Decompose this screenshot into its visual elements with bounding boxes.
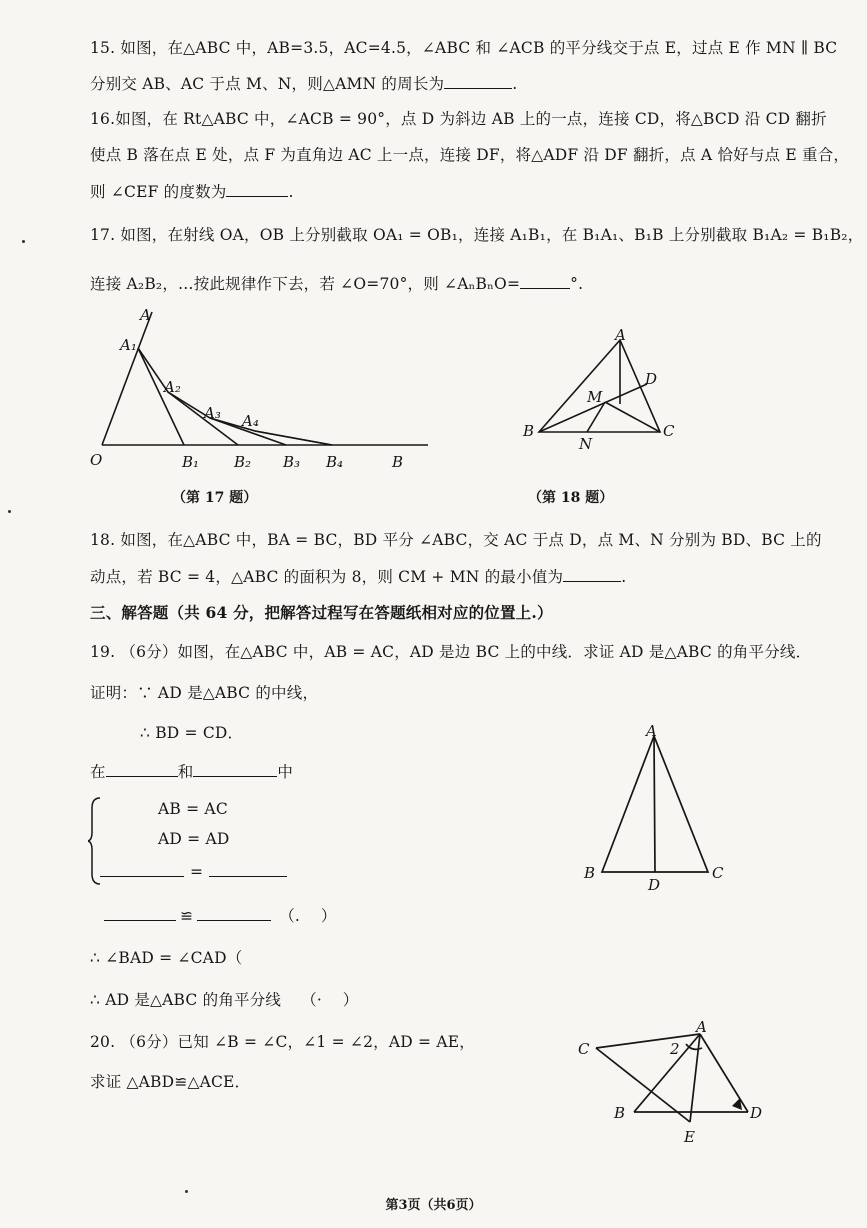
q16-line3-text: 则 ∠CEF 的度数为 (90, 183, 227, 201)
q19-in: 在 (90, 763, 106, 781)
ray-oa (102, 312, 152, 445)
fig19-label-d: D (648, 876, 661, 894)
q20-line2: 求证 △ABD≌△ACE． (90, 1073, 251, 1091)
q17-answer-blank[interactable] (520, 274, 570, 289)
q19-and: 和 (177, 763, 194, 781)
q18-answer-blank[interactable] (563, 567, 621, 582)
fig18-label-a: A (615, 326, 626, 344)
figure-17-caption: （第 17 题） (172, 490, 258, 506)
segment-mc (605, 402, 660, 432)
q19-in-line (90, 760, 293, 782)
fig18-label-c: C (663, 422, 675, 440)
fig18-label-b: B (523, 422, 535, 440)
q19-blank-tri2[interactable] (193, 762, 277, 777)
figure-19 (578, 722, 738, 897)
fig19-label-a: A (646, 722, 657, 740)
fig17-label-b4: B₄ (326, 453, 344, 471)
q19-conc1: ∴ ∠BAD = ∠CAD（ (90, 949, 243, 967)
section-3-heading: 三、解答题（共 64 分，把解答过程写在答题纸相对应的位置上.） (90, 603, 553, 622)
fig20-label-2: 2 (670, 1040, 680, 1058)
segment-ce (596, 1048, 690, 1122)
q15-end: . (512, 75, 518, 93)
fig18-label-m: M (587, 388, 603, 406)
segment-a1b1 (138, 348, 184, 445)
q15-answer-blank[interactable] (444, 74, 512, 89)
fig17-label-a3: A₃ (204, 404, 221, 422)
q19-blank-tri1[interactable] (106, 762, 178, 777)
q16-end: . (288, 183, 294, 201)
fig20-label-e: E (684, 1128, 695, 1146)
scan-speck (8, 510, 11, 513)
q19-proof1: 证明：∵ AD 是△ABC 的中线， (90, 684, 319, 702)
q19-line1: 19. （6分）如图，在△ABC 中，AB = AC，AD 是边 BC 上的中线．求证 AD 是△ABC 的角平分线． (90, 643, 812, 661)
q16-answer-blank[interactable] (226, 182, 288, 197)
fig20-label-d: D (750, 1104, 763, 1122)
fig19-label-c: C (712, 864, 724, 882)
fig18-label-n: N (579, 435, 593, 453)
fig17-label-a4: A₄ (242, 412, 259, 430)
fig20-label-c: C (578, 1040, 590, 1058)
q19-paren: （. ） (279, 907, 337, 925)
q19-eq3: = (190, 863, 204, 881)
q18-line2 (90, 565, 626, 587)
scan-speck (185, 1190, 188, 1193)
page-footer: 第3页（共6页） (385, 1198, 482, 1213)
q19-proof2: ∴ BD = CD． (140, 724, 244, 742)
q19-blank-cong-left[interactable] (104, 906, 176, 921)
q18-line1: 18. 如图，在△ABC 中，BA = BC，BD 平分 ∠ABC，交 AC 于点 D，点 M、N 分别为 BD、BC 上的 (90, 531, 822, 549)
q19-zhong: 中 (277, 763, 294, 781)
segment-ca (596, 1034, 700, 1048)
q16-line2: 使点 B 落在点 E 处，点 F 为直角边 AC 上一点，连接 DF，将△ADF 沿 DF 翻折，点 A 恰好与点 E 重合， (90, 146, 850, 164)
q17-end: °. (570, 275, 584, 293)
fig17-label-b1: B₁ (182, 453, 200, 471)
figure-17 (80, 300, 440, 480)
q20-line1: 20. （6分）已知 ∠B = ∠C，∠1 = ∠2，AD = AE， (90, 1033, 475, 1051)
fig20-label-b: B (614, 1104, 626, 1122)
figure-17-svg (80, 300, 440, 480)
q19-paren2: （· ） (301, 991, 359, 1009)
q19-cong: ≌ (180, 907, 194, 925)
q18-line2-text: 动点，若 BC = 4，△ABC 的面积为 8，则 CM + MN 的最小值为 (90, 568, 564, 586)
fig17-label-b3: B₃ (283, 453, 301, 471)
figure-18-caption: （第 18 题） (528, 490, 614, 506)
figure-19-svg (578, 722, 738, 897)
fig17-label-o: O (90, 451, 103, 469)
segment-ab (634, 1034, 700, 1112)
fig18-label-d: D (645, 370, 658, 388)
fig19-label-b: B (584, 864, 596, 882)
q19-conc2: ∴ AD 是△ABC 的角平分线 (90, 991, 282, 1009)
segment-ae (690, 1034, 700, 1122)
q19-eq3-line (100, 862, 287, 881)
fig17-label-a: A (140, 306, 151, 324)
q16-line3 (90, 180, 294, 202)
figure-18 (515, 322, 690, 457)
q15-line1: 15. 如图，在△ABC 中，AB=3.5，AC=4.5，∠ABC 和 ∠ACB 的平分线交于点 E，过点 E 作 MN ∥ BC (90, 39, 838, 57)
scan-speck (22, 240, 25, 243)
q19-blank-eq-right[interactable] (209, 862, 287, 877)
q19-eq2: AD = AD (158, 830, 230, 848)
segment-a2b2 (168, 392, 238, 445)
q18-end: . (621, 568, 627, 586)
q19-cong-line (104, 904, 337, 926)
q19-conc2-line (90, 988, 358, 1010)
q17-line2-text: 连接 A₂B₂，…按此规律作下去，若 ∠O=70°，则 ∠AₙBₙO= (90, 275, 521, 293)
q17-line2 (90, 272, 583, 294)
segment-ad (700, 1034, 748, 1112)
curve-a1-a4 (138, 348, 332, 445)
fig20-label-a: A (696, 1018, 707, 1036)
q16-line1: 16.如图，在 Rt△ABC 中，∠ACB = 90°，点 D 为斜边 AB 上的一点，连接 CD，将△BCD 沿 CD 翻折 (90, 110, 827, 128)
q19-eq1: AB = AC (158, 800, 228, 818)
figure-20-svg (572, 1010, 772, 1150)
fig17-label-a2: A₂ (164, 378, 181, 396)
figure-20 (572, 1010, 772, 1150)
figure-18-svg (515, 322, 690, 457)
q17-line1: 17. 如图，在射线 OA，OB 上分别截取 OA₁ = OB₁，连接 A₁B₁，在 B₁A₁、B₁B 上分别截取 B₁A₂ = B₁B₂， (90, 226, 864, 244)
fig17-label-b: B (392, 453, 404, 471)
q15-line2-text: 分别交 AB、AC 于点 M、N，则△AMN 的周长为 (90, 75, 445, 93)
fig17-label-a1: A₁ (120, 336, 137, 354)
q19-blank-cong-right[interactable] (197, 906, 271, 921)
q15-line2 (90, 72, 517, 94)
q19-blank-eq-left[interactable] (100, 862, 184, 877)
fig17-label-b2: B₂ (234, 453, 252, 471)
segment-ad-19 (654, 736, 655, 872)
